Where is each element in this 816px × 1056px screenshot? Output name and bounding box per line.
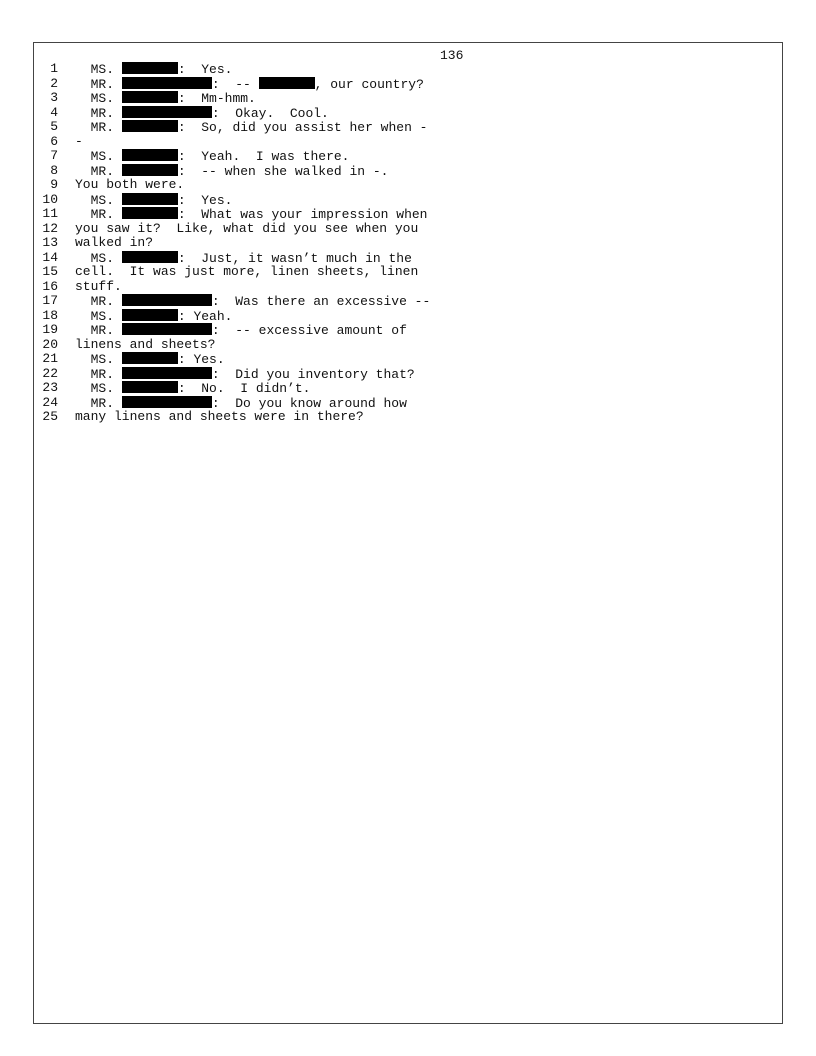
transcript-line bbox=[0, 294, 816, 309]
spoken-text: You both were. bbox=[75, 177, 185, 192]
spoken-text: So, did you assist her when - bbox=[185, 120, 428, 135]
spoken-text: Did you inventory that? bbox=[219, 366, 415, 382]
line-text bbox=[75, 149, 349, 165]
line-number: 24 bbox=[42, 394, 58, 410]
line-text bbox=[75, 280, 122, 295]
line-number: 19 bbox=[42, 322, 58, 337]
redaction-box bbox=[122, 352, 178, 364]
line-text bbox=[75, 193, 232, 209]
speaker-separator: : bbox=[211, 323, 220, 338]
speaker-separator: : bbox=[177, 120, 186, 135]
line-number: 9 bbox=[50, 177, 58, 192]
speaker-title: MR. bbox=[90, 366, 115, 382]
speaker-separator: : bbox=[211, 105, 220, 121]
line-text bbox=[75, 120, 427, 136]
spoken-text: many linens and sheets were in there? bbox=[75, 409, 364, 424]
redaction-box bbox=[122, 323, 212, 335]
line-number: 16 bbox=[42, 278, 58, 294]
transcript-line bbox=[0, 367, 816, 382]
spoken-text: -- bbox=[219, 76, 259, 92]
speaker-separator: : bbox=[177, 163, 186, 179]
transcript-line bbox=[0, 207, 816, 222]
redaction-box bbox=[122, 91, 178, 103]
line-text bbox=[75, 381, 310, 397]
transcript-line bbox=[0, 135, 816, 150]
spoken-text: Was there an excessive -- bbox=[219, 294, 431, 309]
speaker-separator: : bbox=[177, 207, 186, 222]
transcript-line bbox=[0, 222, 816, 237]
line-text bbox=[75, 77, 424, 93]
spoken-text: -- when she walked in -. bbox=[185, 163, 389, 179]
line-text bbox=[75, 178, 184, 193]
spoken-text: Just, it wasn’t much in the bbox=[185, 250, 412, 266]
redaction-box bbox=[122, 396, 212, 408]
transcript-line bbox=[0, 396, 816, 411]
line-number: 6 bbox=[50, 133, 58, 149]
spoken-text-continued: , our country? bbox=[314, 76, 424, 92]
speaker-gap bbox=[114, 352, 122, 367]
speaker-separator: : bbox=[177, 250, 186, 266]
redaction-box bbox=[122, 106, 212, 118]
spoken-text: stuff. bbox=[75, 278, 122, 294]
redaction-box bbox=[122, 120, 178, 132]
speaker-title: MR. bbox=[90, 105, 115, 121]
transcript-line bbox=[0, 77, 816, 92]
spoken-text: Yes. bbox=[185, 352, 225, 367]
transcript-line bbox=[0, 236, 816, 251]
spoken-text: cell. It was just more, linen sheets, linen bbox=[75, 264, 419, 279]
transcript-line bbox=[0, 164, 816, 179]
speaker-title: MR. bbox=[90, 395, 115, 411]
speaker-title: MR. bbox=[90, 294, 115, 309]
speaker-title: MR. bbox=[90, 163, 115, 179]
transcript-line bbox=[0, 265, 816, 280]
spoken-text: Yeah. bbox=[185, 308, 233, 324]
speaker-title: MS. bbox=[90, 149, 115, 164]
indent-space bbox=[75, 149, 91, 164]
speaker-separator: : bbox=[177, 62, 186, 77]
transcript-line bbox=[0, 381, 816, 396]
indent-space bbox=[75, 309, 91, 324]
speaker-separator: : bbox=[211, 395, 220, 411]
spoken-text: - bbox=[75, 133, 83, 149]
transcript-line bbox=[0, 149, 816, 164]
redaction-box bbox=[122, 149, 178, 161]
speaker-title: MS. bbox=[90, 381, 115, 396]
line-text bbox=[75, 309, 232, 325]
redaction-box bbox=[122, 381, 178, 393]
speaker-title: MS. bbox=[90, 352, 115, 367]
spoken-text: Yes. bbox=[185, 192, 233, 208]
line-text bbox=[75, 236, 153, 251]
speaker-gap bbox=[114, 367, 122, 382]
page-number: 136 bbox=[440, 48, 464, 63]
indent-space bbox=[75, 62, 91, 77]
speaker-gap bbox=[114, 62, 122, 77]
line-number: 23 bbox=[42, 380, 58, 395]
line-number: 18 bbox=[42, 307, 58, 323]
spoken-text: Yeah. I was there. bbox=[185, 149, 350, 164]
indent-space bbox=[75, 381, 91, 396]
line-text bbox=[75, 410, 364, 425]
speaker-separator: : bbox=[177, 352, 186, 367]
line-text bbox=[75, 135, 83, 150]
line-number: 11 bbox=[42, 206, 58, 221]
line-text bbox=[75, 338, 215, 353]
line-text bbox=[75, 91, 256, 107]
redaction-box bbox=[122, 294, 212, 306]
indent-space bbox=[75, 294, 91, 309]
transcript-body bbox=[0, 62, 816, 425]
line-number: 22 bbox=[42, 365, 58, 381]
redaction-box bbox=[122, 77, 212, 89]
line-text bbox=[75, 352, 225, 368]
indent-space bbox=[75, 367, 91, 382]
spoken-text: walked in? bbox=[75, 235, 154, 250]
speaker-gap bbox=[114, 294, 122, 309]
speaker-gap bbox=[114, 77, 122, 92]
speaker-separator: : bbox=[177, 308, 186, 324]
indent-space bbox=[75, 193, 91, 208]
line-number: 15 bbox=[42, 264, 58, 279]
redaction-box bbox=[122, 251, 178, 263]
speaker-separator: : bbox=[211, 76, 220, 92]
speaker-separator: : bbox=[177, 381, 186, 396]
line-number: 17 bbox=[42, 293, 58, 308]
speaker-title: MR. bbox=[90, 323, 115, 338]
speaker-gap bbox=[114, 149, 122, 164]
speaker-gap bbox=[114, 309, 122, 324]
speaker-separator: : bbox=[177, 192, 186, 208]
transcript-line bbox=[0, 323, 816, 338]
transcript-line bbox=[0, 193, 816, 208]
redaction-box bbox=[122, 193, 178, 205]
speaker-separator: : bbox=[177, 149, 186, 164]
line-number: 10 bbox=[42, 191, 58, 207]
redaction-box bbox=[122, 164, 178, 176]
speaker-title: MS. bbox=[90, 250, 115, 266]
redaction-box bbox=[122, 207, 178, 219]
line-number: 1 bbox=[50, 61, 58, 76]
spoken-text: -- excessive amount of bbox=[219, 323, 407, 338]
speaker-title: MS. bbox=[90, 91, 115, 106]
speaker-title: MR. bbox=[90, 76, 115, 92]
indent-space bbox=[75, 77, 91, 92]
indent-space bbox=[75, 106, 91, 121]
speaker-title: MS. bbox=[90, 308, 115, 324]
line-number: 3 bbox=[50, 90, 58, 105]
line-text bbox=[75, 62, 232, 78]
transcript-line bbox=[0, 178, 816, 193]
spoken-text: Yes. bbox=[185, 62, 233, 77]
transcript-line bbox=[0, 352, 816, 367]
line-number: 5 bbox=[50, 119, 58, 134]
line-number: 21 bbox=[42, 351, 58, 366]
line-number: 2 bbox=[50, 75, 58, 91]
speaker-separator: : bbox=[177, 91, 186, 106]
speaker-gap bbox=[114, 193, 122, 208]
spoken-text: Okay. Cool. bbox=[219, 105, 329, 121]
speaker-title: MS. bbox=[90, 62, 115, 77]
redaction-box bbox=[259, 77, 315, 89]
transcript-line bbox=[0, 410, 816, 425]
spoken-text: No. I didn’t. bbox=[185, 381, 311, 396]
line-number: 20 bbox=[42, 336, 58, 352]
spoken-text: Do you know around how bbox=[219, 395, 407, 411]
spoken-text: you saw it? Like, what did you see when you bbox=[75, 220, 419, 236]
transcript-line bbox=[0, 91, 816, 106]
redaction-box bbox=[122, 367, 212, 379]
line-number: 8 bbox=[50, 162, 58, 178]
indent-space bbox=[75, 91, 91, 106]
line-number: 12 bbox=[42, 220, 58, 236]
line-text bbox=[75, 222, 418, 237]
redaction-box bbox=[122, 309, 178, 321]
transcript-line bbox=[0, 309, 816, 324]
transcript-line bbox=[0, 106, 816, 121]
line-number: 14 bbox=[42, 249, 58, 265]
transcript-line bbox=[0, 120, 816, 135]
speaker-title: MR. bbox=[90, 120, 115, 135]
speaker-title: MR. bbox=[90, 207, 115, 222]
line-number: 13 bbox=[42, 235, 58, 250]
line-text bbox=[75, 294, 430, 310]
speaker-gap bbox=[114, 91, 122, 106]
line-text bbox=[75, 265, 418, 280]
line-number: 25 bbox=[42, 409, 58, 424]
spoken-text: What was your impression when bbox=[185, 207, 428, 222]
speaker-gap bbox=[114, 120, 122, 135]
redaction-box bbox=[122, 62, 178, 74]
transcript-line bbox=[0, 251, 816, 266]
spoken-text: linens and sheets? bbox=[75, 336, 216, 352]
indent-space bbox=[75, 352, 91, 367]
line-text bbox=[75, 106, 329, 122]
transcript-line bbox=[0, 338, 816, 353]
speaker-separator: : bbox=[211, 294, 220, 309]
transcript-line bbox=[0, 280, 816, 295]
speaker-gap bbox=[114, 106, 122, 121]
speaker-gap bbox=[114, 381, 122, 396]
spoken-text: Mm-hmm. bbox=[185, 91, 256, 106]
speaker-separator: : bbox=[211, 366, 220, 382]
speaker-title: MS. bbox=[90, 192, 115, 208]
line-number: 4 bbox=[50, 104, 58, 120]
transcript-line bbox=[0, 62, 816, 77]
line-text bbox=[75, 367, 415, 383]
line-number: 7 bbox=[50, 148, 58, 163]
